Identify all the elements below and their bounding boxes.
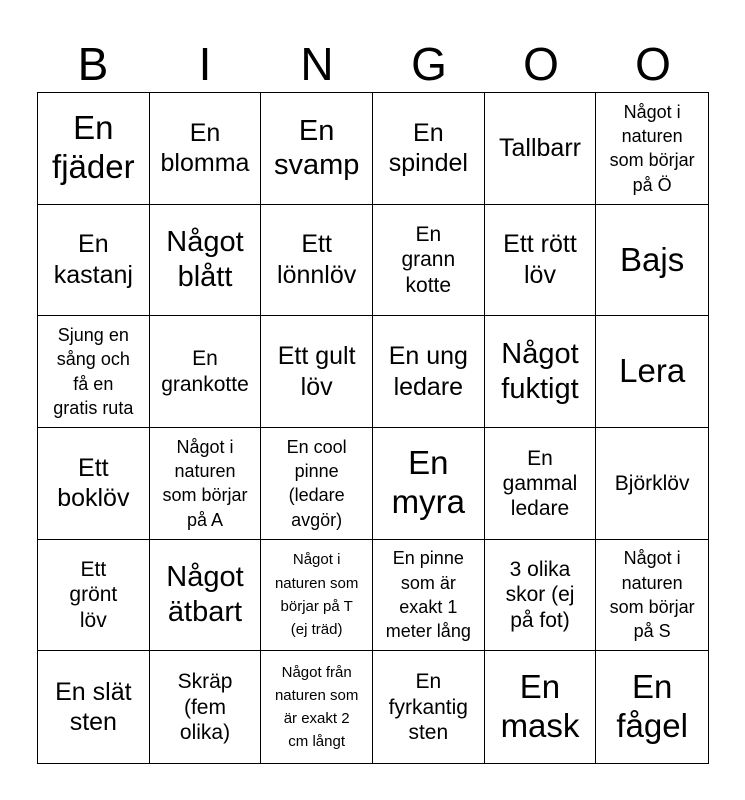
bingo-cell[interactable] — [150, 205, 262, 317]
bingo-cell[interactable] — [485, 540, 597, 652]
cell-label: Ett grönt löv — [69, 558, 118, 632]
bingo-cell[interactable] — [261, 651, 373, 763]
cell-label: Björklöv — [614, 471, 690, 495]
bingo-cell[interactable] — [261, 316, 373, 428]
header-letter: I — [198, 38, 212, 90]
cell-label: Skräp (fem olika) — [177, 670, 233, 744]
bingo-cell[interactable] — [38, 316, 150, 428]
bingo-board — [37, 92, 709, 764]
bingo-cell[interactable] — [38, 428, 150, 540]
cell-label: Något blått — [166, 226, 244, 293]
cell-label: En kastanj — [53, 230, 133, 289]
bingo-cell[interactable] — [373, 316, 485, 428]
cell-label: Något i naturen som börjar på S — [609, 548, 695, 642]
bingo-cell[interactable] — [596, 316, 708, 428]
bingo-cell[interactable] — [485, 651, 597, 763]
bingo-header — [37, 36, 709, 92]
cell-label: En myra — [391, 444, 465, 521]
bingo-cell[interactable] — [150, 316, 262, 428]
cell-label: Bajs — [620, 240, 685, 278]
cell-label: Något i naturen som börjar på T (ej träd) — [274, 551, 359, 639]
bingo-cell[interactable] — [596, 540, 708, 652]
cell-label: Tallbarr — [499, 134, 581, 163]
bingo-cell[interactable] — [373, 428, 485, 540]
bingo-cell[interactable] — [485, 93, 597, 205]
bingo-cell[interactable] — [485, 205, 597, 317]
header-letter: O — [523, 38, 559, 90]
cell-label: Lera — [619, 352, 686, 390]
cell-label: En spindel — [388, 118, 468, 178]
cell-label: Något i naturen som börjar på A — [162, 436, 248, 530]
bingo-cell[interactable] — [150, 428, 262, 540]
cell-label: En blomma — [160, 118, 250, 178]
cell-label: Sjung en sång och få en gratis ruta — [53, 325, 134, 418]
bingo-cell[interactable] — [150, 93, 262, 205]
header-letter: B — [77, 38, 109, 90]
bingo-cell[interactable] — [596, 93, 708, 205]
header-letter: G — [411, 38, 447, 90]
bingo-cell[interactable] — [38, 651, 150, 763]
cell-label: En pinne som är exakt 1 meter lång — [385, 548, 471, 642]
cell-label: En ung ledare — [388, 342, 468, 401]
cell-label: Något i naturen som börjar på Ö — [609, 101, 695, 195]
cell-label: En grankotte — [161, 347, 249, 396]
cell-label: Ett boklöv — [57, 453, 130, 513]
cell-label: Ett gult löv — [277, 342, 356, 401]
cell-label: En cool pinne (ledare avgör) — [286, 436, 347, 530]
bingo-cell[interactable] — [373, 651, 485, 763]
cell-label: En fyrkantig sten — [388, 670, 468, 744]
bingo-cell[interactable] — [261, 93, 373, 205]
cell-label: En slät sten — [55, 677, 132, 737]
bingo-cell[interactable] — [596, 205, 708, 317]
bingo-cell[interactable] — [596, 428, 708, 540]
bingo-cell[interactable] — [485, 316, 597, 428]
cell-label: Något ätbart — [166, 561, 244, 628]
bingo-cell[interactable] — [261, 205, 373, 317]
cell-label: Ett rött löv — [503, 230, 577, 289]
header-letter: O — [635, 38, 671, 90]
bingo-cell[interactable] — [373, 93, 485, 205]
header-letter: N — [300, 38, 334, 90]
bingo-cell[interactable] — [150, 651, 262, 763]
bingo-cell[interactable] — [261, 540, 373, 652]
cell-label: En fjäder — [52, 109, 135, 186]
bingo-cell[interactable] — [596, 651, 708, 763]
cell-label: Något från naturen som är exakt 2 cm långt — [274, 663, 359, 751]
cell-label: En mask — [500, 668, 580, 745]
bingo-cell[interactable] — [38, 205, 150, 317]
cell-label: En fågel — [616, 668, 688, 745]
cell-label: En gammal ledare — [502, 446, 578, 520]
cell-label: 3 olika skor (ej på fot) — [505, 558, 575, 632]
bingo-cell[interactable] — [150, 540, 262, 652]
bingo-cell[interactable] — [373, 205, 485, 317]
bingo-cell[interactable] — [373, 540, 485, 652]
cell-label: Ett lönnlöv — [277, 230, 357, 289]
cell-label: En svamp — [273, 114, 360, 182]
bingo-cell[interactable] — [261, 428, 373, 540]
bingo-cell[interactable] — [38, 540, 150, 652]
cell-label: En grann kotte — [401, 223, 456, 297]
bingo-cell[interactable] — [485, 428, 597, 540]
cell-label: Något fuktigt — [501, 337, 579, 405]
bingo-cell[interactable] — [38, 93, 150, 205]
